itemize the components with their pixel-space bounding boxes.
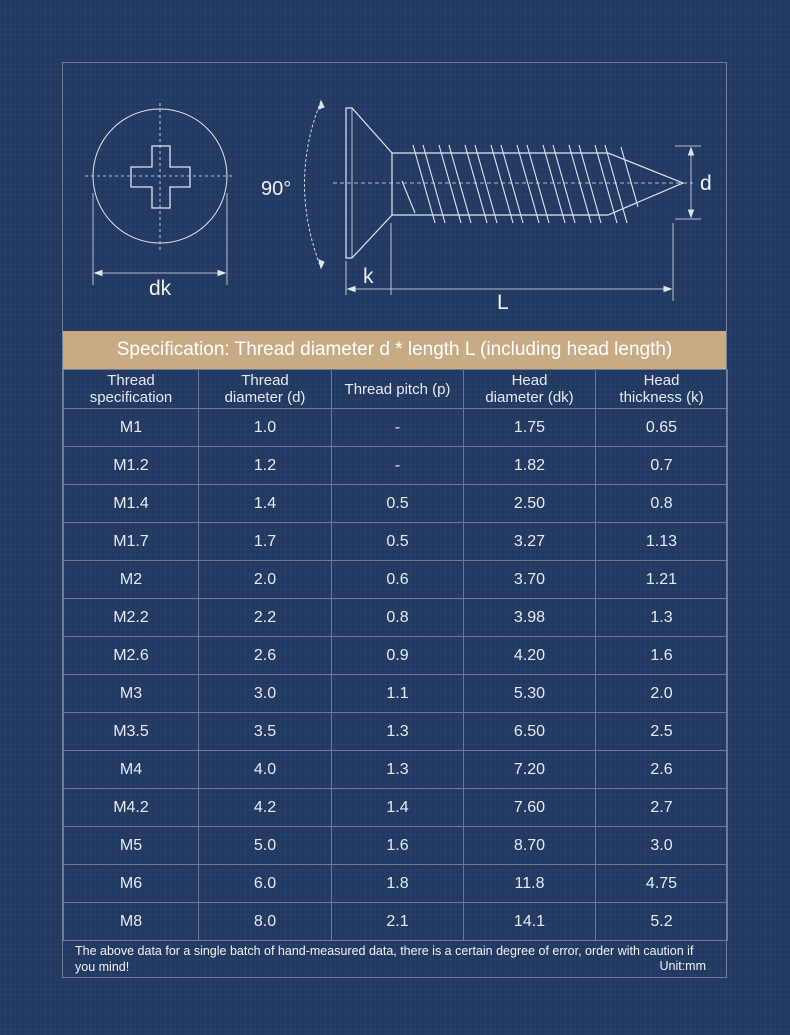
cell-pitch: 1.4 [332,789,464,827]
specification-title: Specification: Thread diameter d * length L (including head length) [63,331,726,369]
spec-table [63,369,728,941]
table-row [64,409,728,447]
d-label: d [700,172,712,195]
cell-spec: M1 [64,409,199,447]
cell-spec: M4.2 [64,789,199,827]
table-header-row [64,370,728,409]
cell-diameter: 2.2 [199,599,332,637]
table-row [64,637,728,675]
cell-pitch: 1.3 [332,713,464,751]
cell-diameter: 1.0 [199,409,332,447]
cell-spec: M2 [64,561,199,599]
cell-diameter: 3.5 [199,713,332,751]
cell-head-thickness: 1.21 [596,561,728,599]
cell-diameter: 8.0 [199,903,332,941]
table-row [64,675,728,713]
cell-head-thickness: 1.3 [596,599,728,637]
cell-head-diameter: 3.70 [464,561,596,599]
cell-pitch: 0.9 [332,637,464,675]
k-label: k [363,265,374,288]
cell-pitch: 1.6 [332,827,464,865]
cell-pitch: 0.8 [332,599,464,637]
cell-head-thickness: 2.0 [596,675,728,713]
cell-spec: M2.6 [64,637,199,675]
cell-head-thickness: 1.6 [596,637,728,675]
header-head-thickness: Head thickness (k) [596,370,728,409]
cell-head-diameter: 6.50 [464,713,596,751]
cell-diameter: 6.0 [199,865,332,903]
cell-head-thickness: 1.13 [596,523,728,561]
unit-label: Unit:mm [659,959,706,973]
header-thread-pitch: Thread pitch (p) [332,370,464,409]
cell-head-thickness: 2.5 [596,713,728,751]
table-row [64,523,728,561]
phillips-cross-icon [131,146,190,208]
dk-label: dk [149,277,172,300]
cell-head-diameter: 8.70 [464,827,596,865]
cell-diameter: 1.2 [199,447,332,485]
cell-head-thickness: 0.7 [596,447,728,485]
cell-head-diameter: 1.82 [464,447,596,485]
table-row [64,789,728,827]
cell-pitch: - [332,409,464,447]
table-row [64,713,728,751]
cell-pitch: 0.6 [332,561,464,599]
cell-diameter: 3.0 [199,675,332,713]
cell-head-diameter: 3.27 [464,523,596,561]
cell-head-diameter: 11.8 [464,865,596,903]
cell-head-diameter: 3.98 [464,599,596,637]
cell-spec: M1.2 [64,447,199,485]
cell-diameter: 4.0 [199,751,332,789]
header-thread-specification: Thread specification [64,370,199,409]
cell-pitch: 2.1 [332,903,464,941]
cell-diameter: 2.0 [199,561,332,599]
cell-spec: M2.2 [64,599,199,637]
table-row [64,751,728,789]
cell-head-diameter: 2.50 [464,485,596,523]
cell-diameter: 1.4 [199,485,332,523]
cell-spec: M4 [64,751,199,789]
table-row [64,599,728,637]
header-head-diameter: Head diameter (dk) [464,370,596,409]
table-row [64,561,728,599]
cell-diameter: 1.7 [199,523,332,561]
cell-spec: M6 [64,865,199,903]
table-row [64,447,728,485]
cell-head-diameter: 7.60 [464,789,596,827]
cell-pitch: 0.5 [332,523,464,561]
cell-head-thickness: 2.6 [596,751,728,789]
cell-pitch: 0.5 [332,485,464,523]
cell-head-diameter: 5.30 [464,675,596,713]
angle-label: 90° [261,178,292,200]
cell-head-diameter: 14.1 [464,903,596,941]
cell-pitch: 1.1 [332,675,464,713]
cell-spec: M1.4 [64,485,199,523]
cell-head-thickness: 4.75 [596,865,728,903]
cell-head-diameter: 4.20 [464,637,596,675]
table-row [64,903,728,941]
cell-pitch: - [332,447,464,485]
cell-head-thickness: 2.7 [596,789,728,827]
cell-head-thickness: 3.0 [596,827,728,865]
cell-diameter: 4.2 [199,789,332,827]
cell-spec: M3 [64,675,199,713]
footer-note-box [63,940,726,977]
table-row [64,865,728,903]
cell-spec: M8 [64,903,199,941]
cell-head-thickness: 0.65 [596,409,728,447]
disclaimer-note: The above data for a single batch of hand-measured data, there is a certain degree of error, order with caution if you mind! [75,944,694,974]
cell-spec: M1.7 [64,523,199,561]
cell-head-diameter: 1.75 [464,409,596,447]
cell-diameter: 2.6 [199,637,332,675]
cell-head-thickness: 5.2 [596,903,728,941]
cell-head-diameter: 7.20 [464,751,596,789]
l-label: L [497,291,509,314]
cell-head-thickness: 0.8 [596,485,728,523]
cell-spec: M3.5 [64,713,199,751]
cell-spec: M5 [64,827,199,865]
table-row [64,485,728,523]
screw-diagram [63,63,726,330]
header-thread-diameter: Thread diameter (d) [199,370,332,409]
cell-pitch: 1.8 [332,865,464,903]
cell-diameter: 5.0 [199,827,332,865]
table-row [64,827,728,865]
cell-pitch: 1.3 [332,751,464,789]
